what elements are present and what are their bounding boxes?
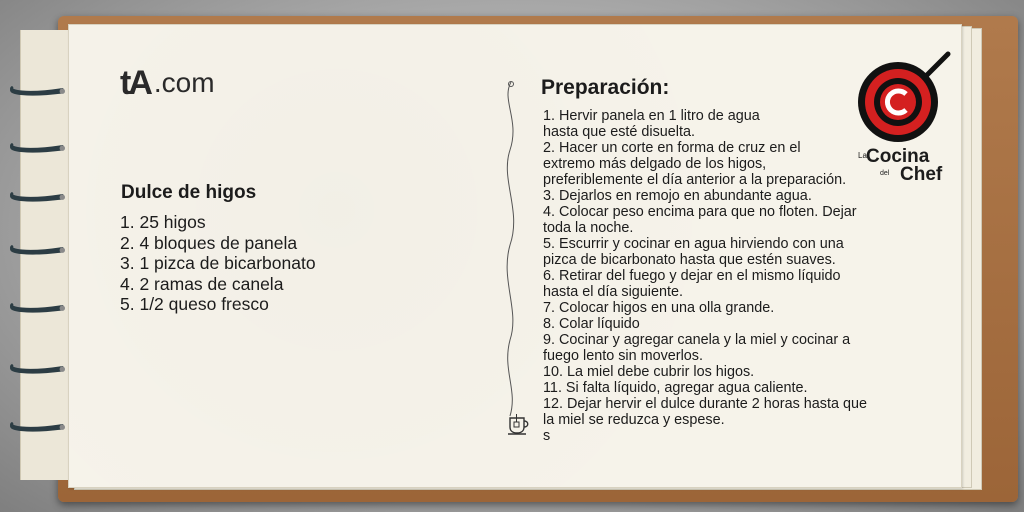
ingredient-item: 5. 1/2 queso fresco [120, 294, 269, 314]
preparation-line: toda la noche. [543, 220, 634, 236]
preparation-line: pizca de bicarbonato hasta que estén suaves. [543, 252, 836, 268]
logo-la: La [858, 151, 867, 160]
logo-cocina: Cocina [866, 146, 930, 167]
preparation-line: extremo más delgado de los higos, [543, 156, 767, 172]
preparation-line: s [543, 428, 551, 444]
preparation-line: 12. Dejar hervir el dulce durante 2 horas hasta que [543, 396, 867, 412]
preparation-line: 1. Hervir panela en 1 litro de agua [543, 108, 760, 124]
preparation-line: 2. Hacer un corte en forma de cruz en el [543, 140, 801, 156]
hanging-cord-icon [496, 80, 526, 420]
preparation-line: hasta el día siguiente. [543, 284, 684, 300]
la-cocina-del-chef-logo [852, 50, 952, 190]
brand-logo [120, 66, 215, 100]
preparation-line: la miel se reduzca y espese. [543, 412, 725, 428]
spiral-ring-icon [6, 190, 70, 208]
preparation-line: 6. Retirar del fuego y dejar en el mismo líquido [543, 268, 841, 284]
ingredient-list [120, 212, 316, 315]
preparation-line: 9. Cocinar y agregar canela y la miel y cocinar a [543, 332, 851, 348]
spiral-ring-icon [6, 141, 70, 159]
ingredient-item: 3. 1 pizca de bicarbonato [120, 253, 316, 273]
brand-mark: tA [120, 64, 150, 102]
preparation-line: 5. Escurrir y cocinar en agua hirviendo con una [543, 236, 844, 252]
ingredient-item: 2. 4 bloques de panela [120, 232, 298, 253]
preparation-line: fuego lento sin moverlos. [543, 348, 703, 364]
brand-domain: .com [153, 67, 215, 98]
spiral-ring-icon [6, 362, 70, 380]
spiral-ring-icon [6, 420, 70, 438]
preparation-title: Preparación: [541, 76, 670, 99]
preparation-line: 3. Dejarlos en remojo en abundante agua. [543, 188, 812, 204]
preparation-line: 8. Colar líquido [543, 316, 640, 332]
spiral-ring-icon [6, 243, 70, 261]
recipe-title: Dulce de higos [121, 182, 257, 203]
logo-del: del [880, 170, 890, 177]
preparation-line: 4. Colocar peso encima para que no floten. Dejar [543, 204, 857, 220]
preparation-line: preferiblemente el día anterior a la preparación. [543, 172, 847, 188]
spiral-ring-icon [6, 84, 70, 102]
frying-pan-logo-icon [852, 50, 952, 150]
preparation-line: hasta que esté disuelta. [543, 124, 696, 140]
preparation-line: 7. Colocar higos en una olla grande. [543, 300, 775, 316]
teacup-icon [506, 412, 534, 436]
logo-chef: Chef [900, 164, 943, 185]
preparation-line: 11. Si falta líquido, agregar agua caliente. [543, 380, 808, 396]
spiral-ring-icon [6, 301, 70, 319]
ingredient-item: 4. 2 ramas de canela [120, 273, 284, 294]
ingredient-item: 1. 25 higos [120, 212, 206, 232]
preparation-line: 10. La miel debe cubrir los higos. [543, 364, 755, 380]
